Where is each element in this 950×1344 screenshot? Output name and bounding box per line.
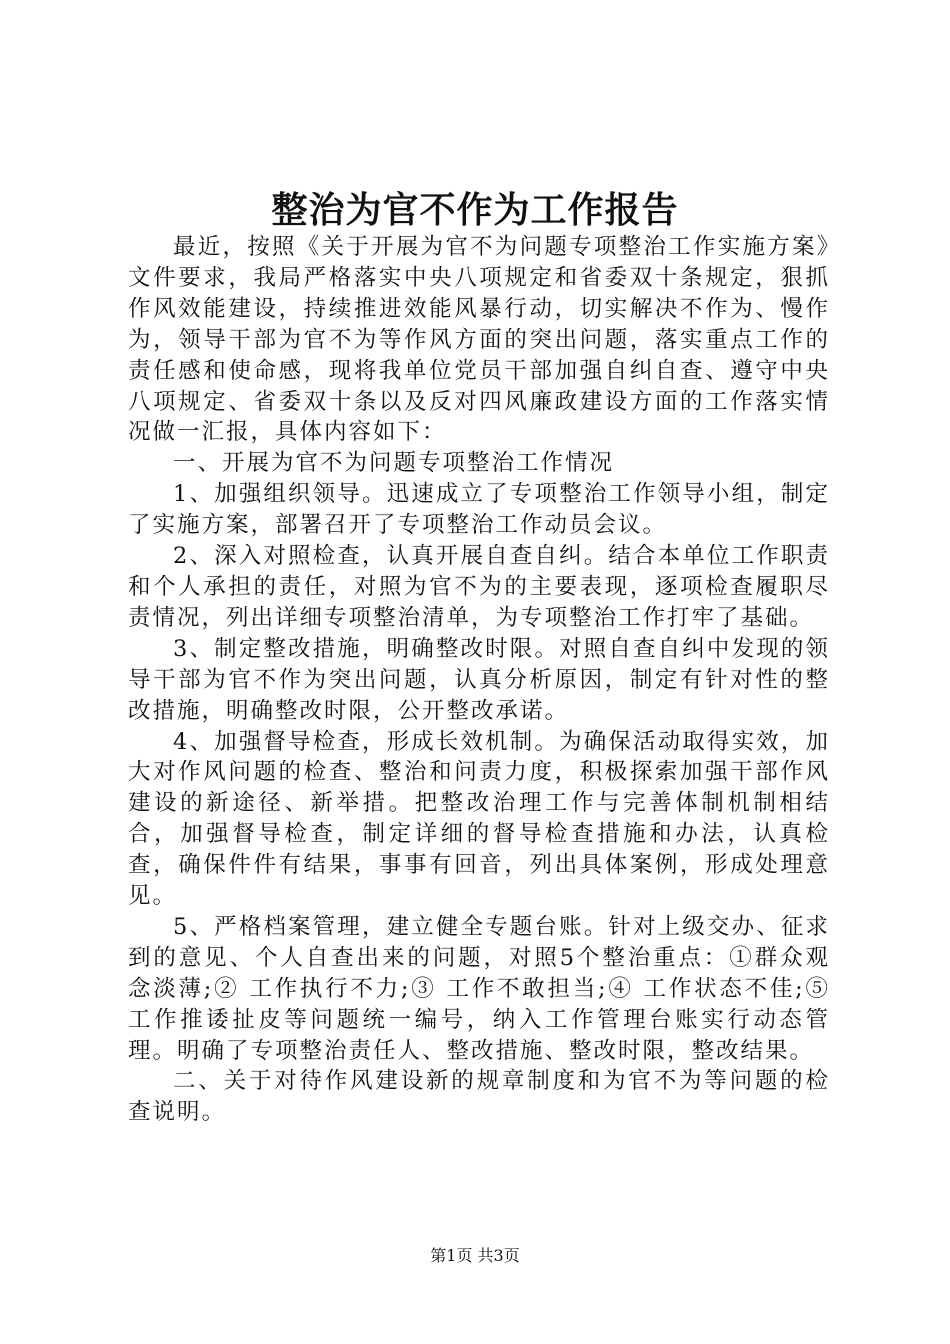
section-heading-2: 二、关于对待作风建设新的规章制度和为官不为等问题的检查说明。: [128, 1068, 830, 1126]
document-title: 整治为官不作为工作报告: [271, 189, 679, 231]
section-heading-1: 一、开展为官不为问题专项整治工作情况: [173, 450, 615, 477]
item-paragraph-1: 1、加强组织领导。迅速成立了专项整治工作领导小组，制定了实施方案，部署召开了专项整治工作动员会议。: [128, 481, 830, 539]
item-paragraph-2: 2、深入对照检查，认真开展自查自纠。结合本单位工作职责和个人承担的责任，对照为官不为的主要表现，逐项检查履职尽责情况，列出详细专项整治清单，为专项整治工作打牢了基础。: [128, 543, 830, 631]
item-paragraph-5: 5、严格档案管理，建立健全专题台账。针对上级交办、征求到的意见、个人自查出来的问题，对照5个整治重点：①群众观念淡薄;② 工作执行不力;③ 工作不敢担当;④ 工作状态不佳;⑤ 工作推诿扯皮等问题统一编号，纳入工作管理台账实行动态管理。明确了专项整治责任人、整改措施、整改时限，整改结果。: [128, 913, 830, 1064]
item-paragraph-3: 3、制定整改措施，明确整改时限。对照自查自纠中发现的领导干部为官不作为突出问题，认真分析原因，制定有针对性的整改措施，明确整改时限，公开整改承诺。: [128, 635, 830, 724]
item-paragraph-4: 4、加强督导检查，形成长效机制。为确保活动取得实效，加大对作风问题的检查、整治和问责力度，积极探索加强干部作风建设的新途径、新举措。把整改治理工作与完善体制机制相结合，加强督导检查，制定详细的督导检查措施和办法，认真检查，确保件件有结果，事事有回音，列出具体案例，形成处理意见。: [128, 728, 830, 910]
document-body: [128, 232, 830, 1128]
page-footer: 第1页 共3页: [430, 1246, 520, 1265]
intro-paragraph: 最近，按照《关于开展为官不为问题专项整治工作实施方案》文件要求，我局严格落实中央八项规定和省委双十条规定，狠抓作风效能建设，持续推进效能风暴行动，切实解决不作为、慢作为，领导干部为官不为等作风方面的突出问题，落实重点工作的责任感和使命感，现将我单位党员干部加强自纠自查、遵守中央八项规定、省委双十条以及反对四风廉政建设方面的工作落实情况做一汇报，具体内容如下：: [128, 234, 830, 446]
